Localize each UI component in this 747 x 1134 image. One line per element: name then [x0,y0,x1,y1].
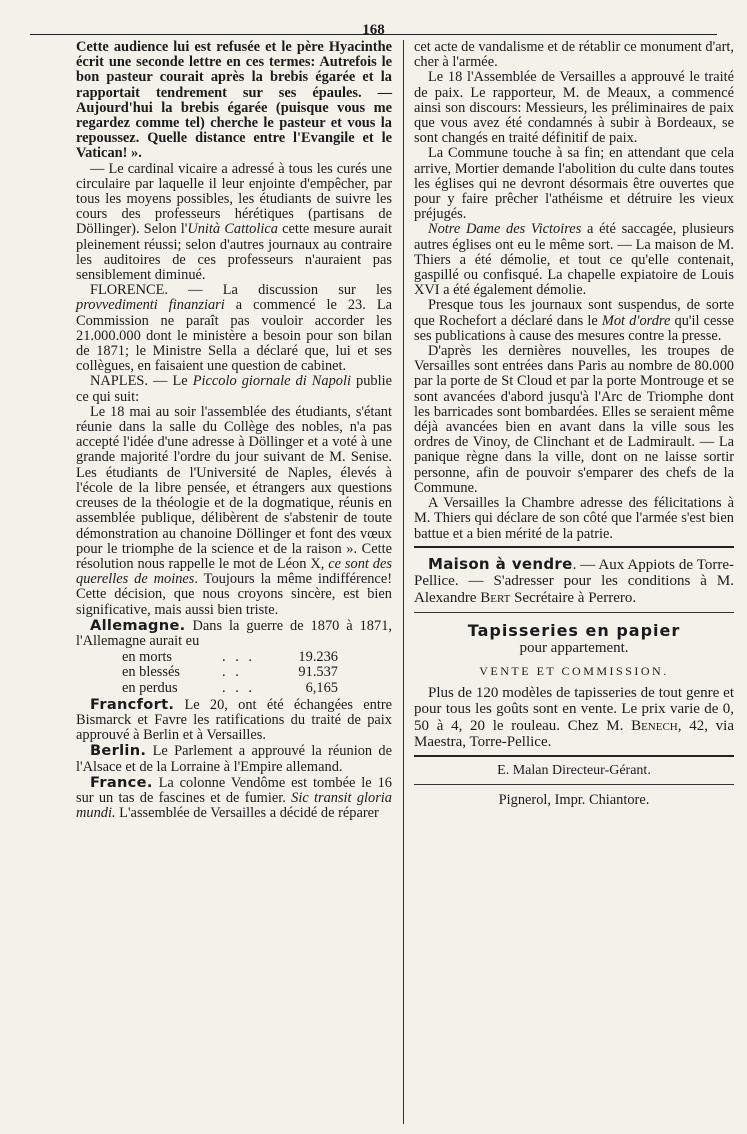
france-heading: France. [90,773,153,791]
florence-text-a: — La discussion sur les [167,282,392,299]
casualty-dots: . . [222,664,242,681]
florence-heading: FLORENCE. [90,282,168,299]
naples-text-b: publie ce qui suit: [76,373,392,405]
paragraph-hyacinthe: Cette audience lui est refusée et le père Hyacinthe écrit une seconde lettre en ces termes: Autrefois le bon pasteur courait après la brebis égarée et la rapportait tendrement sur ses épaules. — Aujourd'hui la brebis égarée (puisque vous me regardez comme tel) cherche le pasteur et vous la repoussez. Quelle distance entre l'Evangile et le Vatican! ». [76,39,392,162]
casualty-value: 6,165 [305,679,338,696]
allemagne-text: Dans la guerre de 1870 à 1871, l'Allemagne aurait eu [76,617,392,649]
cardinal-text-b: cette mesure aurait pleinement réussi; selon d'autres journaux au contraire les auditoires de ces professeurs n'auraient pas sensiblement diminué. [76,221,393,284]
notre-dame-italic: Notre Dame des Victoires [428,221,582,238]
francfort-text: Le 20, ont été échangées entre Bismarck et Favre les ratifications du traité de paix approuvé à Berlin et à Versailles. [76,696,392,744]
paragraph-versailles: A Versailles la Chambre adresse des félicitations à M. Thiers qui déclare de son côté que l'armée s'est bien battue et a bien mérité de la patrie. [414,495,734,542]
ad-body-text-b: , 42, via Maestra, Torre-Pellice. [414,717,735,751]
paragraph-berlin [76,743,392,774]
naples-body-tail: . Toujours la même indifférence! Cette décision, que nous croyons sincère, est bien significative, mais aussi bien triste. [76,571,392,618]
paragraph-notre-dame [414,222,734,298]
journaux-text-a: Presque tous les journaux sont suspendus, de sorte que Rochefort a déclaré dans le [414,297,734,329]
casualty-label: en morts [122,649,172,666]
table-row [122,681,338,696]
casualty-label: en perdus [122,679,178,696]
footer-rule [414,755,734,757]
ad-tapisseries-subtitle: pour appartement. [519,640,629,657]
florence-text-b: a commencé le 23. La Commission ne paraît pas vouloir accorder les 21.000.000 dont le ministère a besoin pour son bilan de 1871; le Ministre Sella a déclaré que, lui et ses collègues, en faisaient une question de cabinet. [76,297,392,375]
column-divider [403,40,404,1124]
paragraph-naples-intro [76,374,392,404]
casualty-label: en blessés [122,664,180,681]
paragraph-allemagne [76,618,392,649]
naples-text-a: — Le [147,373,193,390]
right-column [414,40,734,808]
paragraph-francfort [76,697,392,744]
casualty-value: 91.537 [298,664,338,681]
naples-body: Le 18 mai au soir l'assemblée des étudiants, s'étant réunie dans la salle du Collège des nobles, n'a pas accepté l'idée d'une adresse à Döllinger et a voté à une grande majorité l'ordre du jour suivant de M. Senise. Les étudiants de l'Université de Naples, élevés à l'école de la libre pensée, et étrangers aux questions creuses de la théologie et de la dogmatique, réunis en assemblée publique, délibèrent de s'abstenir de toute démonstration au chanoine Döllinger et font des vœux pour le triomphe de la science et de la raison ». Cette résolution nous rappelle le mot de Léon X, [76,403,392,572]
naples-italic: Piccolo giornale di Napoli [192,373,351,390]
paragraph-nouvelles: D'après les dernières nouvelles, les troupes de Versailles sont entrées dans Paris au nombre de 80.000 par la porte de St Cloud et par la porte Montrouge et se sont avancées d'abord jusqu'à l'Arc de Triomphe dont les barricades sont bombardées. Elles se seraient même déjà avancées bien en avant dans la ville sous les ordres de Vinoy, de Clinchant et de Ladmirault. — La panique règne dans la ville, dont on ne laisse sortir personne, afin de pouvoir s'emparer des chefs de la Commune. [414,343,734,496]
allemagne-heading: Allemagne. [90,616,186,634]
table-row [122,665,338,680]
paragraph-traite: Le 18 l'Assemblée de Versailles a approuvé le traité de paix. Le rapporteur, M. de Meaux, a commencé ainsi son discours: Messieurs, les préliminaires de paix que vous avez été condamnés à subir à Bordeaux, se sont changés en traité définitif de paix. [414,69,734,147]
notre-dame-text: a été saccagée, plusieurs autres églises ont eu le même sort. — La maison de M. Thiers a été démolie, et tout ce qu'elle contenait, gaspillé ou confisqué. La chapelle expiatoire de Louis XVI a été également démolie. [414,221,734,299]
florence-italic: provvedimenti finanziari [76,297,225,314]
casualty-dots: . . . [222,649,255,666]
ad-maison-tail: Secrétaire à Perrero. [510,589,637,606]
left-column [76,40,392,821]
paragraph-commune: La Commune touche à sa fin; en attendant que cela arrive, Mortier demande l'abolition du culte dans toutes les églises qui ne devront désormais être ouvertes que pour y faire prêcher l'athéisme et détruire les vieux préjugés. [414,145,734,223]
naples-quote-italic: ce sont des querelles de moines [76,555,392,588]
journaux-italic: Mot d'ordre [601,312,671,329]
naples-heading: NAPLES. [90,373,148,390]
paragraph-florence [76,283,392,374]
page-number: 168 [0,22,747,39]
journaux-text-b: qu'il cesse ses publications à cause des mesures contre la presse. [414,312,734,344]
france-text-b: L'assemblée de Versailles a décidé de réparer [115,805,379,822]
francfort-heading: Francfort. [90,695,175,713]
ad-body-name: Benech [631,717,678,734]
ad-tapisseries-caps: VENTE ET COMMISSION. [479,663,669,678]
printer-line: Pignerol, Impr. Chiantore. [498,792,650,809]
berlin-heading: Berlin. [90,742,147,760]
ad-maison-name: Bert [480,589,511,606]
ad-rule [414,612,734,613]
casualties-table [122,650,338,696]
berlin-text: Le Parlement a approuvé la réunion de l'Alsace et de la Lorraine à l'Empire allemand. [76,743,392,775]
paragraph-naples [76,405,392,618]
advertisement-tapisseries [414,623,734,751]
cardinal-text-a: — Le cardinal vicaire a adressé à tous les curés une circulaire par laquelle il leur enjointe d'empêcher, par tous les moyens possibles, les étudiants de suivre les cours des professeurs hérétiques (partisans de Döllinger). Selon l' [76,160,392,238]
france-italic: Sic transit gloria mundi. [76,789,392,822]
casualty-value: 19.236 [298,649,338,666]
director-signature: E. Malan Directeur-Gérant. [497,762,651,778]
ad-maison-heading: Maison à vendre [428,554,573,573]
casualty-dots: . . . [222,679,255,696]
ad-maison-text: . — Aux Appiots de Torre-Pellice. — S'adresser pour les conditions à M. Alexandre [414,556,735,606]
header-rule [30,34,717,35]
footer-rule-2 [414,784,734,785]
paragraph-journaux [414,298,734,344]
france-text-a: La colonne Vendôme est tombée le 16 sur un tas de fascines et de fumier. [76,774,392,806]
advertisement-maison [414,556,734,607]
ad-tapisseries-body [414,685,734,751]
section-rule [414,546,734,548]
paragraph-france [76,775,392,822]
ad-tapisseries-title: Tapisseries en papier [467,621,681,641]
paragraph-vendome-cont: cet acte de vandalisme et de rétablir ce monument d'art, cher à l'armée. [414,39,734,71]
table-row [122,650,338,665]
paragraph-cardinal [76,162,392,284]
ad-body-text-a: Plus de 120 modèles de tapisseries de tout genre et pour tous les goûts sont en vente. Le prix varie de 0, 50 à 4, 20 le rouleau. Chez M. [414,684,734,734]
cardinal-italic: Unità Cattolica [187,221,278,238]
